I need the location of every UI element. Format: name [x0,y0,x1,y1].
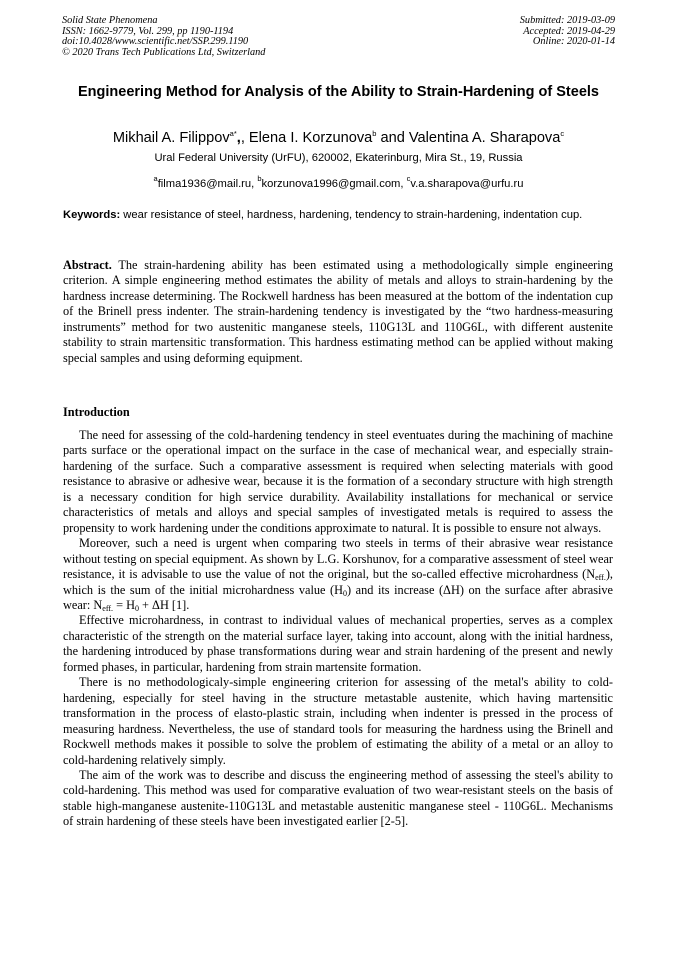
keywords [63,208,612,222]
author-name: and Valentina A. Sharapova [376,130,561,146]
section-heading: Introduction [63,405,130,419]
journal-info [62,16,265,58]
journal-name: Solid State Phenomena [62,15,158,26]
author-emails [62,172,615,191]
author-list [62,125,615,147]
online-date: Online: 2020-01-14 [532,36,615,48]
copyright-line: © 2020 Trans Tech Publications Ltd, Switzerland [62,46,266,58]
submitted-date: Submitted: 2019-03-09 [519,15,615,26]
keywords-label: Keywords: [63,209,121,221]
paragraph: There is no methodologicaly-simple engineering criterion for assessing of the metal's ability to cold-hardening, especially for steel having in the structure metastable austenite, which having martensitic transformation in the process of elasto-plastic strain, including when indenter is pressed in the process of measuring hardness. Nevertheless, the use of standard tools for measuring the hardness using the Brinell and Rockwell methods makes it possible to solve the problem of estimating the ability of a metal or an alloy to cold-hardening relatively simply. [63,675,613,767]
paragraph: Moreover, such a need is urgent when comparing two steels in terms of their abrasive wear resistance without testing on special equipment. As shown by L.G. Korshunov, for a comparative assessment of steel wear resistance, it is advisable to use the value of not the original, but the so-called effective microhardness $(N_{eff.})$, which is the sum of the initial microhardness value $(H_0)$ and its increase (ΔH) on the surface after abrasive wear: $N_{eff.} = H_0 + \Delta H$ [1]. [63,536,614,613]
paper-title: Engineering Method for Analysis of the Ability to Strain-Hardening of Steels [78,84,599,100]
author-affil-mark: a* [229,129,237,138]
introduction-body [63,428,613,830]
email-mark: c [406,174,411,183]
keywords-text: wear resistance of steel, hardness, hardening, tendency to strain-hardening, indentation cup. [120,209,583,221]
accepted-date: Accepted: 2019-04-29 [523,25,615,37]
email-link[interactable]: korzunova1996@gmail.com, [261,178,407,190]
author-affil-mark: b [372,129,377,138]
email-link[interactable]: filma1936@mail.ru, [157,178,258,190]
paragraph: Effective microhardness, in contrast to individual values of mechanical properties, serves as a complex characteristic of the strength on the material surface layer, taking into account, along with the initial hardness, the hardening introduced by phase transformations during wear and strain hardening of the present and newly formed phases, in particular, hardening from strain martensite formation. [63,613,613,674]
abstract-text: The strain-hardening ability has been estimated using a methodologically simple engineering criterion. A simple engineering method estimates the ability of metals and alloys to strain-hardening by the hardness increase determining. The Rockwell hardness has been measured at the bottom of the indentation cup of the Brinell press indenter. The strain-hardening tendency is investigated by the “two hardness-measuring instruments” method for two austenitic manganese steels, 110G13L and 110G6L, with different austenite stability to strain martensitic transformation. This hardness estimating method can be applied without making special samples and using deforming equipment. [63,258,613,365]
abstract [63,258,613,366]
abstract-label: Abstract. [63,258,112,272]
doi-line[interactable]: doi:10.4028/www.scientific.net/SSP.299.1190 [62,36,249,48]
author-name: , Elena I. Korzunova [240,130,373,146]
dates-info [520,16,615,48]
paragraph: The need for assessing of the cold-hardening tendency in steel eventuates during the machining of machine parts surface or the operational impact on the surface in the case of mechanical wear, and especially strain-hardening of the surface. Such a comparative assessment is required when selecting materials with good resistance to abrasive or adhesive wear, because it is the formation of a secondary structure with high strength is a necessary condition for high service durability. Availability installations for mechanical or service characteristics of metals and alloys and special samples of investigated metals is required to assess the propensity to work hardening under the conditions approximate to natural. It is possible to ensure not always. [63,428,613,535]
author-separator: , [236,130,241,146]
author-affil-mark: c [560,129,565,138]
email-mark: a [153,174,158,183]
affiliation: Ural Federal University (UrFU), 620002, Ekaterinburg, Mira St., 19, Russia [154,152,523,164]
email-link[interactable]: v.a.sharapova@urfu.ru [410,178,524,190]
paragraph: The aim of the work was to describe and discuss the engineering method of assessing the steel's ability to cold-hardening. This method was used for comparative evaluation of two wear-resistant steels on the basis of stable high-manganese austenite-110G13L and metastable austenitic manganese steel - 110G6L. Mechanisms of strain hardening of these steels have been investigated earlier [2-5]. [63,767,613,829]
email-mark: b [257,174,262,183]
author-name: Mikhail A. Filippov [112,130,230,146]
issn-line: ISSN: 1662-9779, Vol. 299, pp 1190-1194 [62,25,234,37]
